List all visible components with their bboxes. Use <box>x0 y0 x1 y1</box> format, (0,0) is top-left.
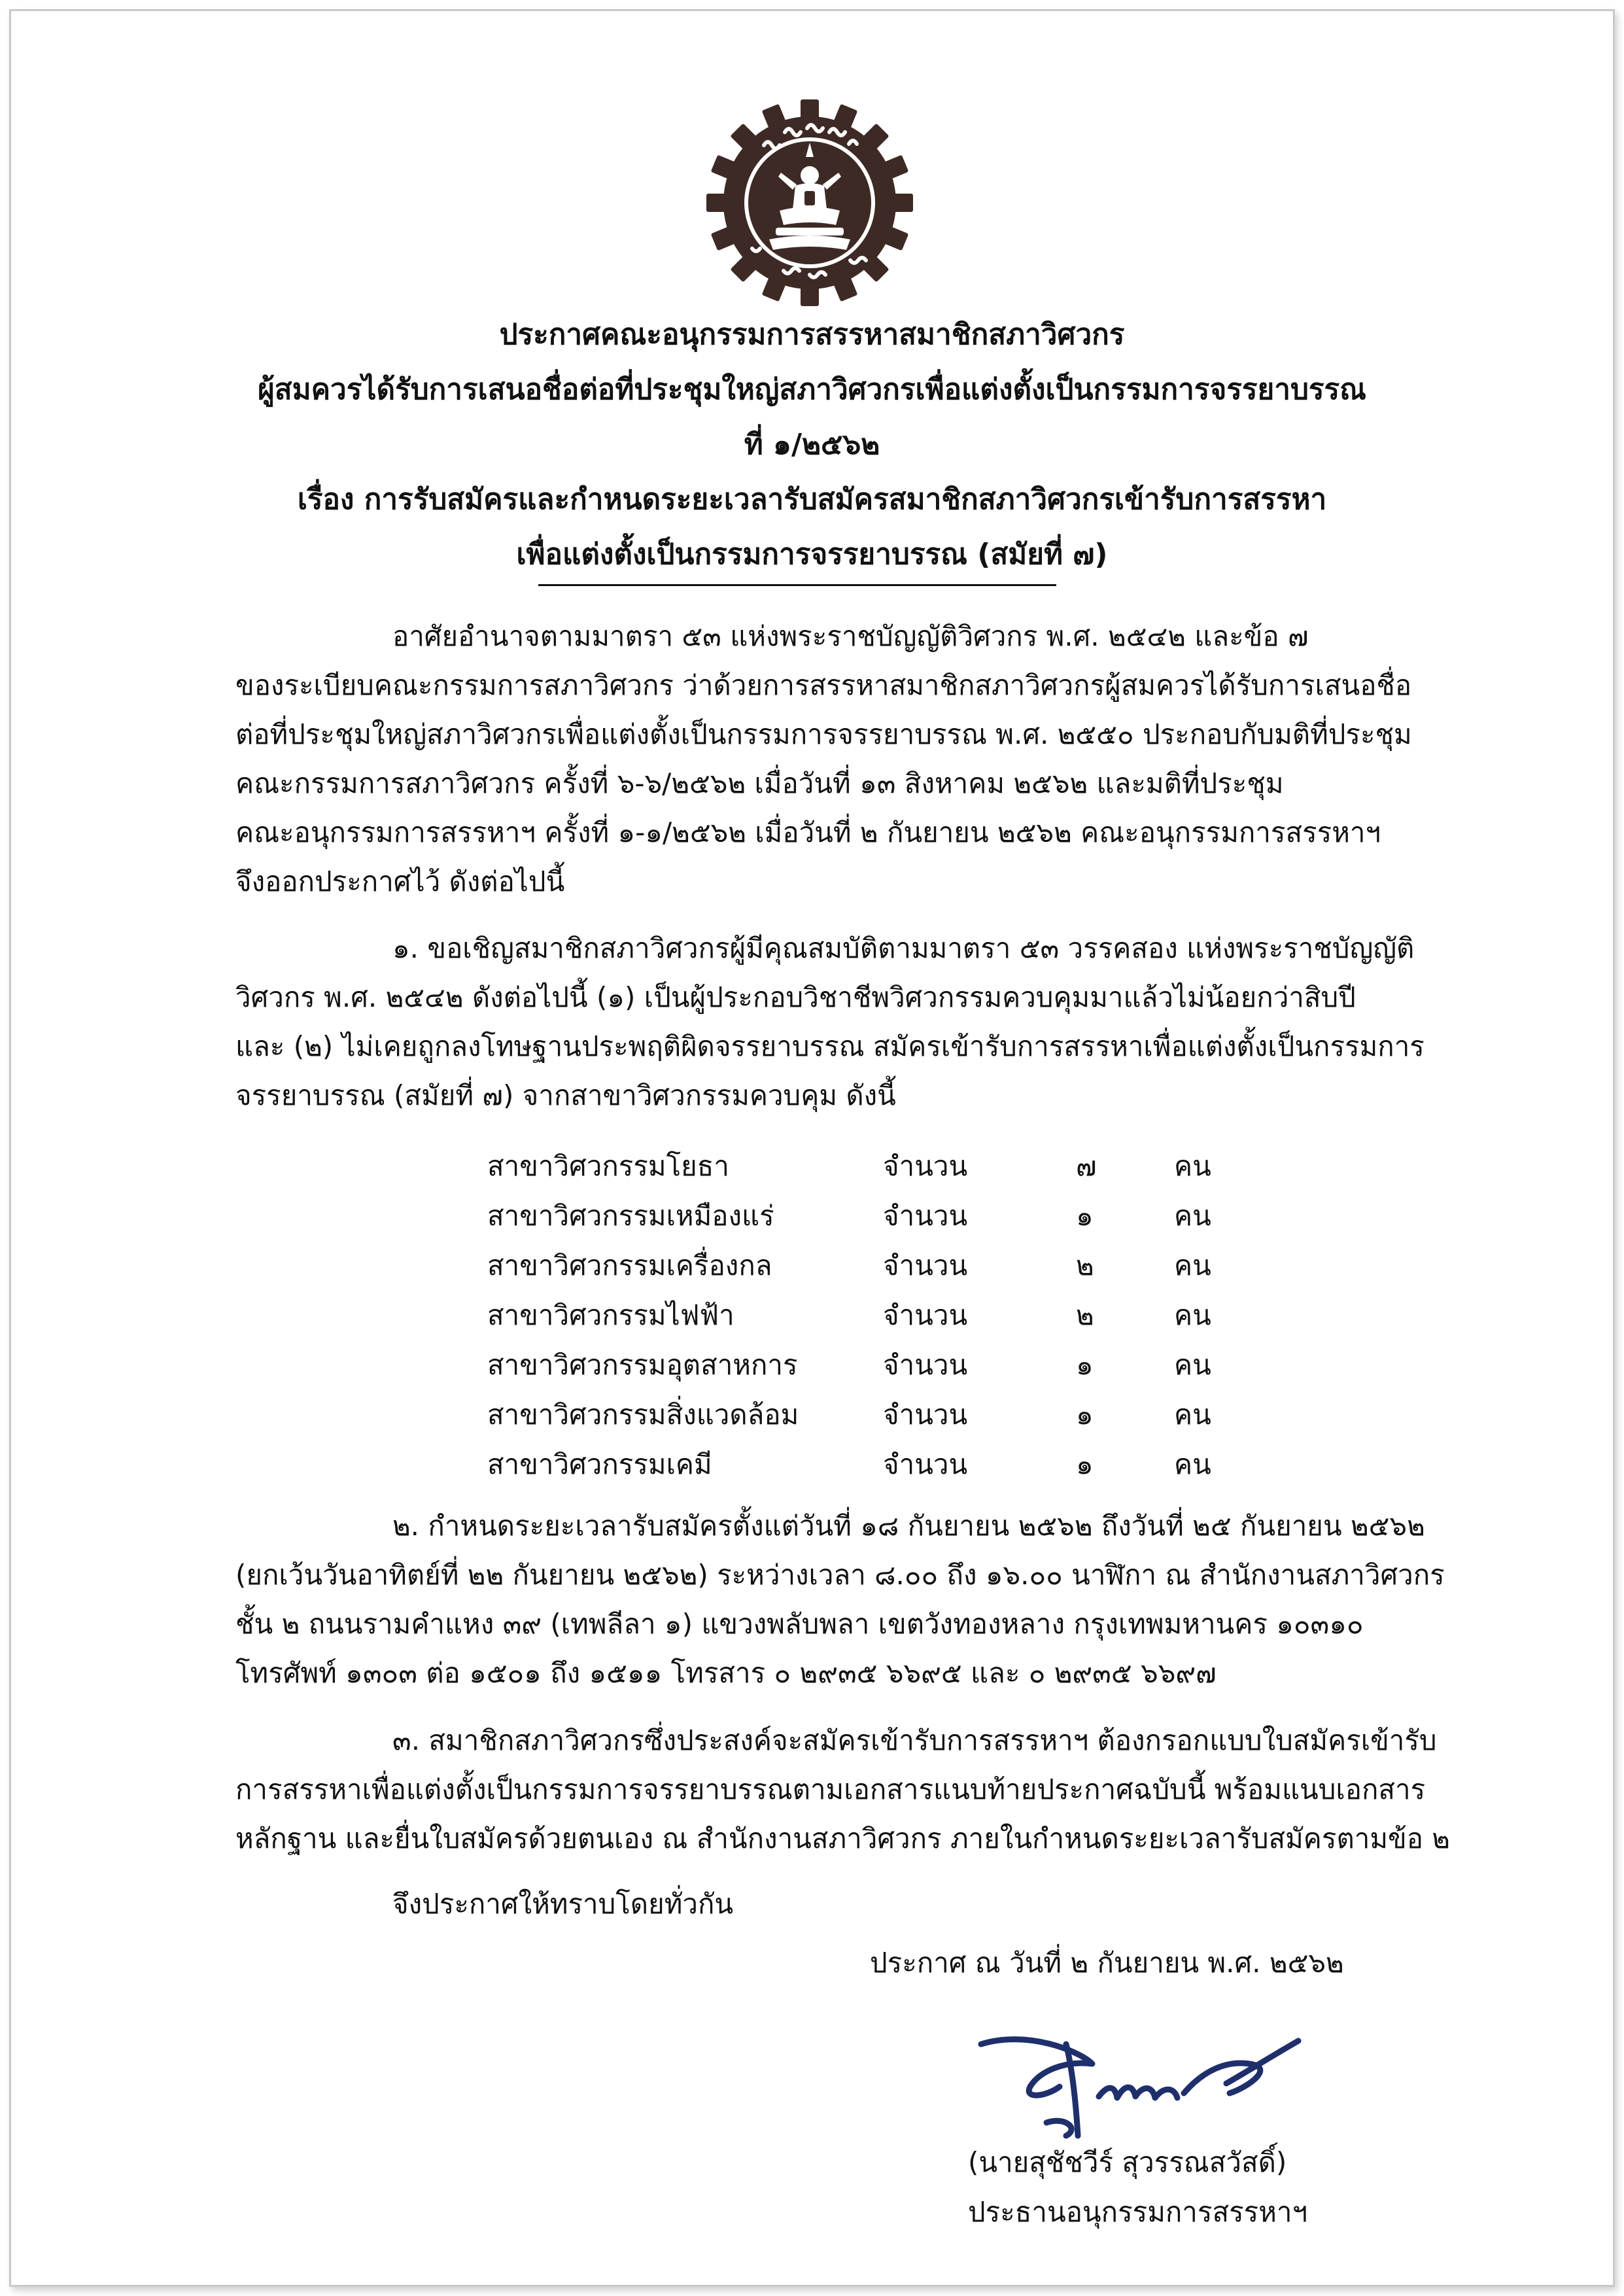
branch-name: สาขาวิศวกรรมเครื่องกล <box>487 1249 772 1281</box>
clause-2-line: ๒. กำหนดระยะเวลารับสมัครตั้งแต่วันที่ ๑๘ กันยายน ๒๕๖๒ ถึงวันที่ ๒๕ กันยายน ๒๕๖๒ <box>392 1510 1425 1542</box>
count-unit: คน <box>1174 1299 1211 1331</box>
count-unit: คน <box>1174 1399 1211 1431</box>
branch-name: สาขาวิศวกรรมอุตสาหการ <box>487 1349 798 1381</box>
count-unit: คน <box>1174 1249 1211 1281</box>
signer-position: ประธานอนุกรรมการสรรหาฯ <box>968 2196 1308 2228</box>
table-row <box>487 1340 1272 1390</box>
table-row <box>487 1141 1272 1191</box>
clause-3-line: หลักฐาน และยื่นใบสมัครด้วยตนเอง ณ สำนักงานสภาวิศวกร ภายในกำหนดระยะเวลารับสมัครตามข้อ ๒ <box>235 1822 1450 1854</box>
clause-1-line: จรรยาบรรณ (สมัยที่ ๗) จากสาขาวิศวกรรมควบคุม ดังนี้ <box>235 1079 896 1111</box>
count-unit: คน <box>1174 1150 1211 1182</box>
branch-name: สาขาวิศวกรรมเหมืองแร่ <box>487 1200 774 1232</box>
signature-icon <box>968 2025 1308 2155</box>
count-label: จำนวน <box>883 1150 968 1182</box>
title-line-3: ที่ ๑/๒๕๖๒ <box>744 428 880 461</box>
clause-3-line: ๓. สมาชิกสภาวิศวกรซึ่งประสงค์จะสมัครเข้ารับการสรรหาฯ ต้องกรอกแบบใบสมัครเข้ารับ <box>392 1724 1437 1756</box>
branch-name: สาขาวิศวกรรมโยธา <box>487 1150 729 1182</box>
closing-line: จึงประกาศให้ทราบโดยทั่วกัน <box>392 1888 734 1920</box>
clause-1-line: ๑. ขอเชิญสมาชิกสภาวิศวกรผู้มีคุณสมบัติตามมาตรา ๕๓ วรรคสอง แห่งพระราชบัญญัติ <box>392 932 1415 964</box>
title-line-4: เรื่อง การรับสมัครและกำหนดระยะเวลารับสมัครสมาชิกสภาวิศวกรเข้ารับการสรรหา <box>297 483 1327 516</box>
clause-1 <box>235 924 1426 1120</box>
table-row <box>487 1191 1272 1241</box>
branch-name: สาขาวิศวกรรมสิ่งแวดล้อม <box>487 1399 799 1431</box>
count-unit: คน <box>1174 1200 1211 1232</box>
branch-name: สาขาวิศวกรรมเคมี <box>487 1448 712 1480</box>
gear-emblem-icon <box>705 98 914 307</box>
count-label: จำนวน <box>883 1299 968 1331</box>
title-line-1: ประกาศคณะอนุกรรมการสรรหาสมาชิกสภาวิศวกร <box>499 318 1125 351</box>
table-row <box>487 1440 1272 1489</box>
count-label: จำนวน <box>883 1399 968 1431</box>
count-label: จำนวน <box>883 1200 968 1232</box>
table-row <box>487 1241 1272 1291</box>
handwritten-signature <box>968 2025 1308 2155</box>
clause-3 <box>235 1716 1450 1863</box>
intro-line: คณะกรรมการสภาวิศวกร ครั้งที่ ๖-๖/๒๕๖๒ เมื่อวันที่ ๑๓ สิงหาคม ๒๕๖๒ และมติที่ประชุม <box>235 767 1284 799</box>
signer-name: (นายสุชัชวีร์ สุวรรณสวัสดิ์) <box>968 2146 1287 2178</box>
title-line-2: ผู้สมควรได้รับการเสนอชื่อต่อที่ประชุมใหญ่สภาวิศวกรเพื่อแต่งตั้งเป็นกรรมการจรรยาบรรณ <box>257 373 1366 406</box>
announcement-date: ประกาศ ณ วันที่ ๒ กันยายน พ.ศ. ๒๕๖๒ <box>870 1947 1344 1979</box>
clause-3-line: การสรรหาเพื่อแต่งตั้งเป็นกรรมการจรรยาบรรณตามเอกสารแนบท้ายประกาศฉบับนี้ พร้อมแนบเอกสาร <box>235 1773 1426 1805</box>
clause-1-line: และ (๒) ไม่เคยถูกลงโทษฐานประพฤติผิดจรรยาบรรณ สมัครเข้ารับการสรรหาเพื่อแต่งตั้งเป็นกรรมการ <box>235 1030 1425 1062</box>
title-line-5: เพื่อแต่งตั้งเป็นกรรมการจรรยาบรรณ (สมัยที่ ๗) <box>516 538 1108 571</box>
closing-statement <box>235 1879 1426 1928</box>
intro-paragraph <box>235 612 1426 906</box>
count-value: ๗ <box>1076 1150 1097 1182</box>
intro-line: จึงออกประกาศไว้ ดังต่อไปนี้ <box>235 865 565 897</box>
table-row <box>487 1291 1272 1340</box>
count-value: ๑ <box>1076 1448 1094 1480</box>
clause-2-line: (ยกเว้นวันอาทิตย์ที่ ๒๒ กันยายน ๒๕๖๒) ระหว่างเวลา ๘.๐๐ ถึง ๑๖.๐๐ นาฬิกา ณ สำนักงานสภาวิศวกร <box>235 1559 1445 1591</box>
intro-line: คณะอนุกรรมการสรรหาฯ ครั้งที่ ๑-๑/๒๕๖๒ เมื่อวันที่ ๒ กันยายน ๒๕๖๒ คณะอนุกรรมการสรรหาฯ <box>235 816 1381 848</box>
clause-1-line: วิศวกร พ.ศ. ๒๕๔๒ ดังต่อไปนี้ (๑) เป็นผู้ประกอบวิชาชีพวิศวกรรมควบคุมมาแล้วไม่น้อยกว่าสิบปี <box>235 981 1356 1013</box>
intro-line: ของระเบียบคณะกรรมการสภาวิศวกร ว่าด้วยการสรรหาสมาชิกสภาวิศวกรผู้สมควรได้รับการเสนอชื่อ <box>235 669 1412 701</box>
count-label: จำนวน <box>883 1249 968 1281</box>
council-emblem-logo <box>705 98 914 307</box>
count-value: ๒ <box>1076 1299 1094 1331</box>
count-value: ๑ <box>1076 1349 1094 1381</box>
title-divider <box>538 584 1056 586</box>
count-label: จำนวน <box>883 1448 968 1480</box>
count-unit: คน <box>1174 1349 1211 1381</box>
count-unit: คน <box>1174 1448 1211 1480</box>
branch-name: สาขาวิศวกรรมไฟฟ้า <box>487 1299 734 1331</box>
clause-2 <box>235 1501 1445 1697</box>
count-label: จำนวน <box>883 1349 968 1381</box>
intro-line: อาศัยอำนาจตามมาตรา ๕๓ แห่งพระราชบัญญัติวิศวกร พ.ศ. ๒๕๔๒ และข้อ ๗ <box>392 620 1309 652</box>
count-value: ๑ <box>1076 1399 1094 1431</box>
table-row <box>487 1390 1272 1440</box>
announcement-title <box>131 307 1493 582</box>
signer-block <box>968 2138 1334 2237</box>
clause-2-line: โทรศัพท์ ๑๓๐๓ ต่อ ๑๕๐๑ ถึง ๑๕๑๑ โทรสาร ๐ ๒๙๓๕ ๖๖๙๕ และ ๐ ๒๙๓๕ ๖๖๙๗ <box>235 1657 1217 1689</box>
intro-line: ต่อที่ประชุมใหญ่สภาวิศวกรเพื่อแต่งตั้งเป็นกรรมการจรรยาบรรณ พ.ศ. ๒๕๕๐ ประกอบกับมติที่ประชุม <box>235 718 1412 750</box>
clause-2-line: ชั้น ๒ ถนนรามคำแหง ๓๙ (เทพลีลา ๑) แขวงพลับพลา เขตวังทองหลาง กรุงเทพมหานคร ๑๐๓๑๐ <box>235 1608 1364 1640</box>
count-value: ๒ <box>1076 1249 1094 1281</box>
branch-quota-table <box>487 1141 1272 1489</box>
count-value: ๑ <box>1076 1200 1094 1232</box>
